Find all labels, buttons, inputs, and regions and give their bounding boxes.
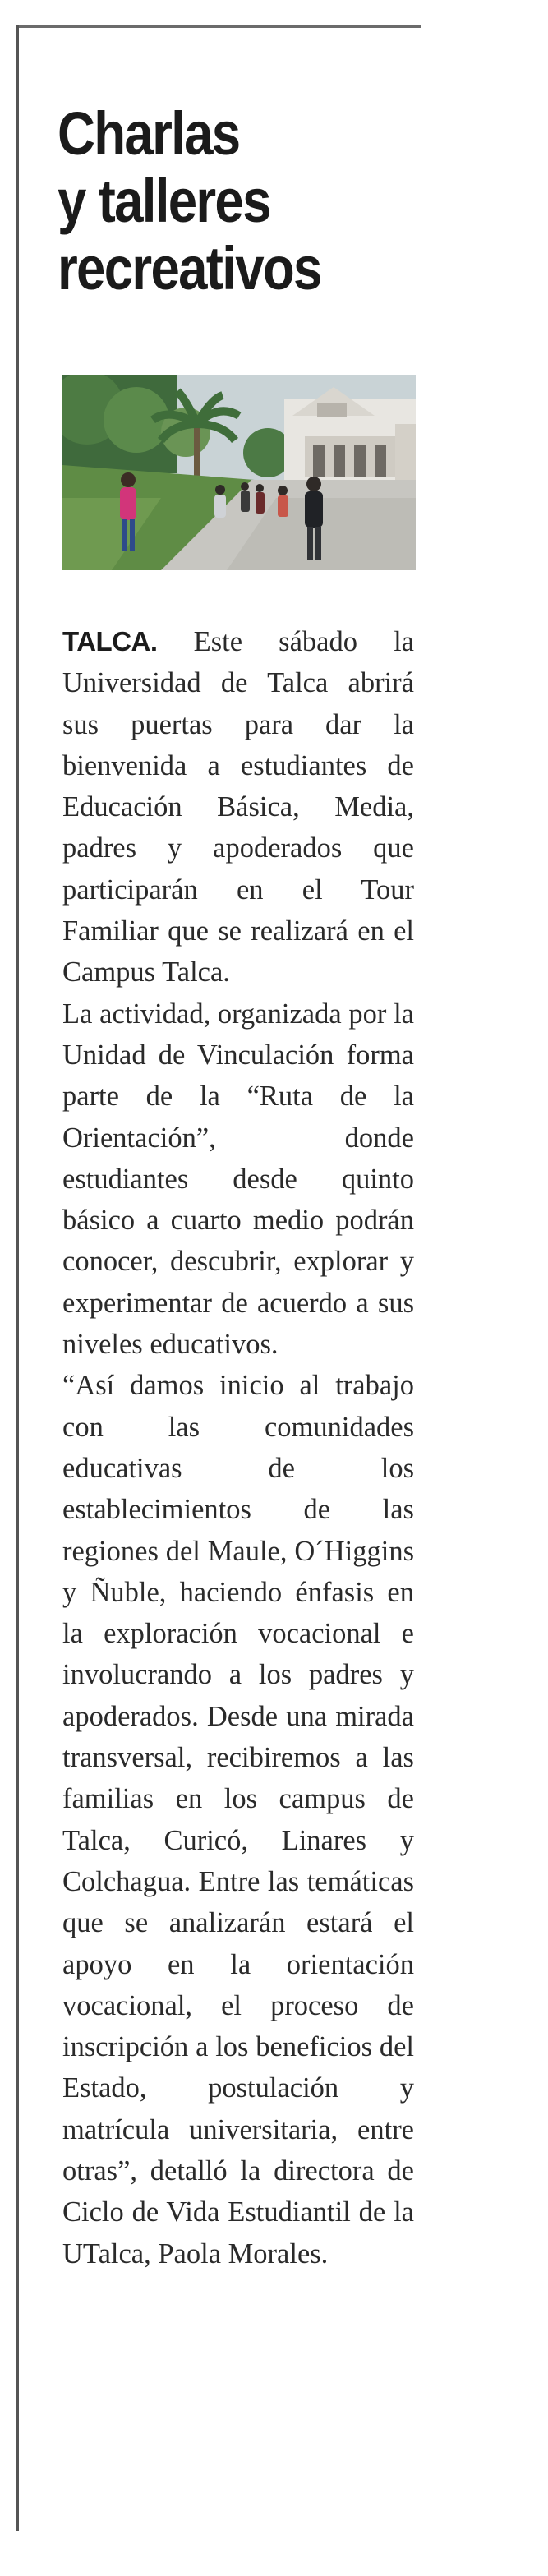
campus-photo <box>62 375 416 570</box>
article-paragraph: “Así damos inicio al trabajo con las comunidades educativas de los establecimientos de las regiones del Maule, O´Higgins y Ñuble, haciendo énfasis en la exploración vocacional e involucrando a los padres y apoderados. Desde una mirada transversal, recibiremos a las familias en los campus de Talca, Curicó, Linares y Colchagua. Entre las temáticas que se analizarán estará el apoyo en la orientación vocacional, el proceso de inscripción a los beneficios del Estado, postulación y matrícula universitaria, entre otras”, detalló la directora de Ciclo de Vida Estudiantil de la UTalca, Paola Morales. <box>62 1370 414 2270</box>
top-rule <box>18 25 421 28</box>
headline: Charlas y talleres recreativos <box>58 99 321 302</box>
dateline: TALCA. <box>62 626 158 657</box>
article-paragraph <box>62 621 414 993</box>
column-rule <box>16 25 19 2531</box>
article-body <box>62 621 414 2274</box>
article-paragraph: La actividad, organizada por la Unidad de Vinculación forma parte de la “Ruta de la Orientación”, donde estudiantes desde quinto básico a cuarto medio podrán conocer, descubrir, explorar y experimentar de acuerdo a sus niveles educativos. <box>62 998 414 1361</box>
paragraph-text: Este sábado la Universidad de Talca abrirá sus puertas para dar la bienvenida a estudiantes de Educación Básica, Media, padres y apoderados que participarán en el Tour Familiar que se realizará en el Campus Talca. <box>62 626 414 988</box>
